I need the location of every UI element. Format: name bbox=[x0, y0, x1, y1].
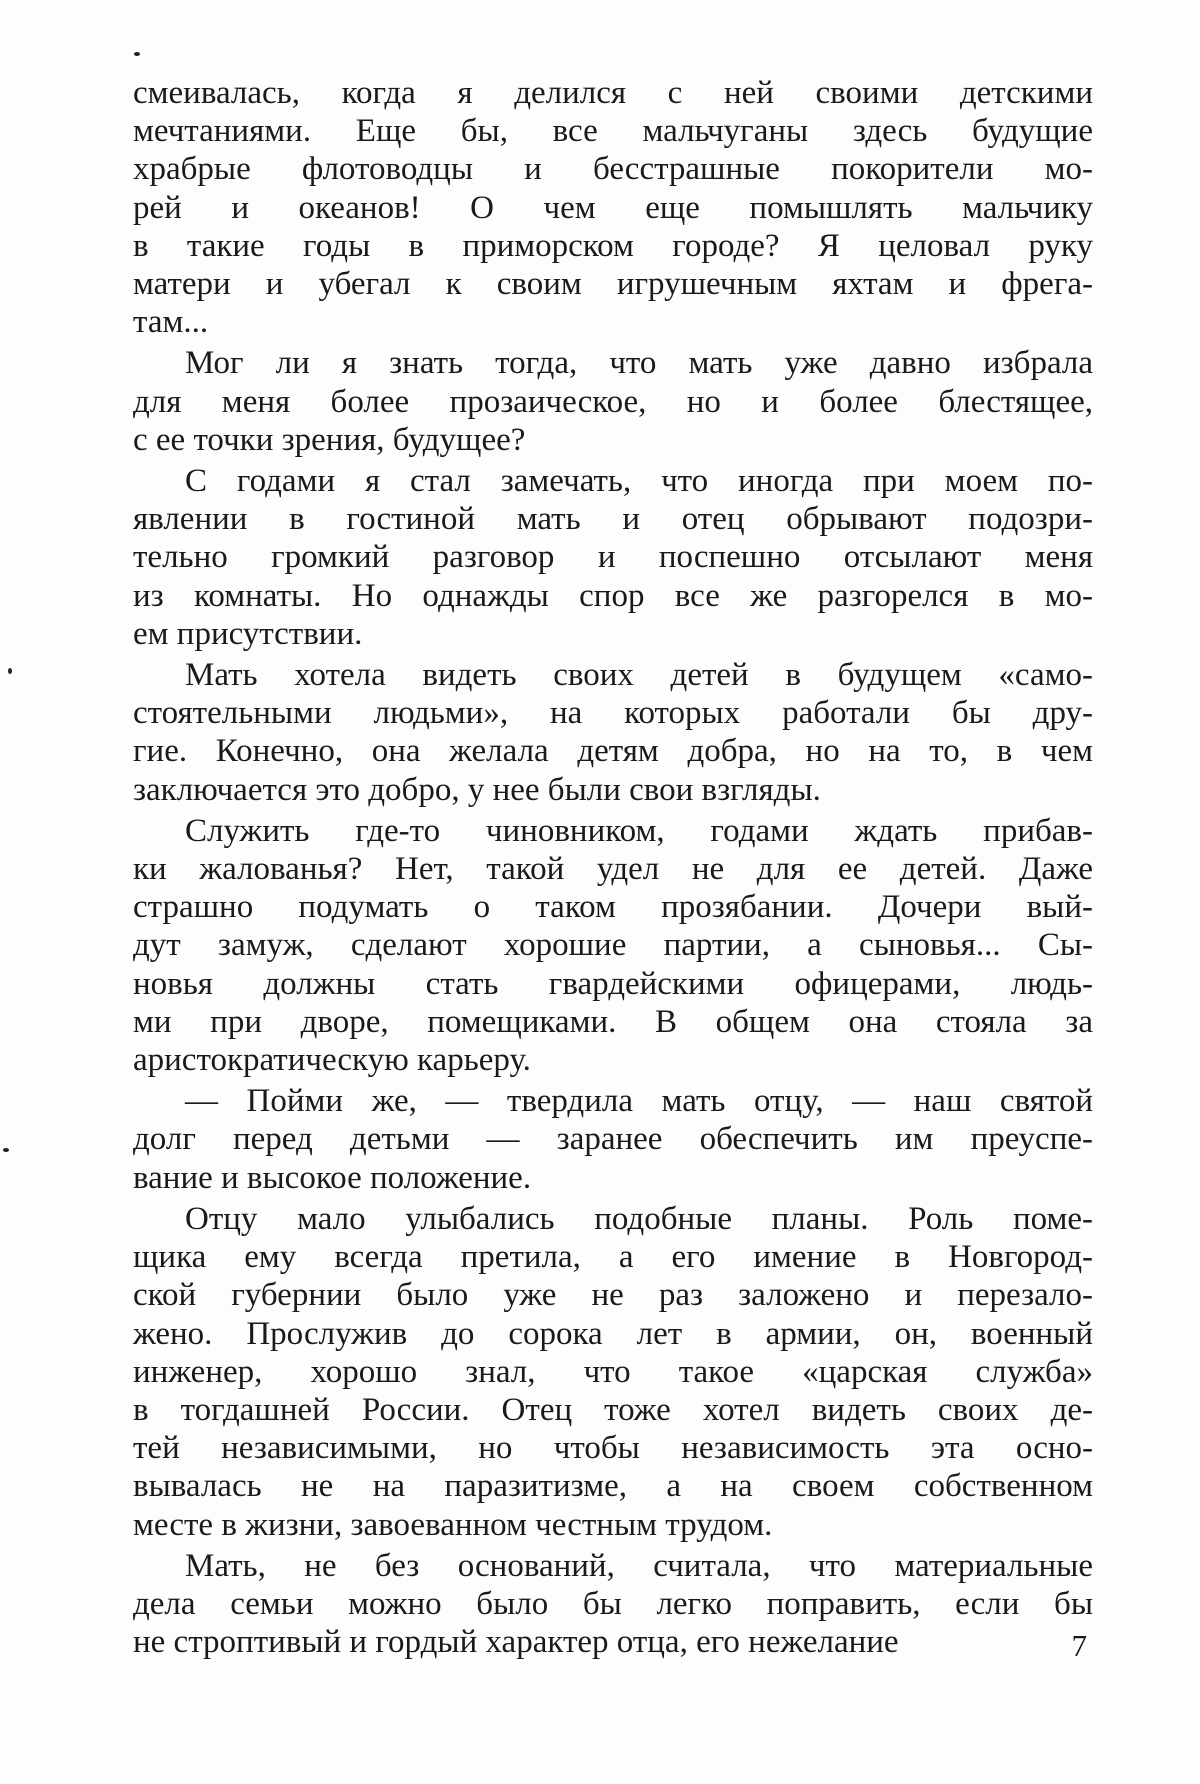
text-line: заключается это добро, у нее были свои взгляды. bbox=[133, 771, 821, 808]
text-line: гие. Конечно, она желала детям добра, но на то, в чем bbox=[133, 733, 1093, 770]
text-line: матери и убегал к своим игрушечным яхтам и фрега- bbox=[133, 266, 1093, 303]
paragraph bbox=[133, 1200, 1093, 1544]
text-line: новья должны стать гвардейскими офицерами, людь- bbox=[133, 965, 1093, 1002]
text-line: Отцу мало улыбались подобные планы. Роль поме- bbox=[185, 1200, 1093, 1237]
text-line: рей и океанов! О чем еще помышлять мальчику bbox=[133, 189, 1093, 226]
body-text bbox=[133, 74, 1093, 1664]
text-line: аристократическую карьеру. bbox=[133, 1042, 531, 1079]
paragraph bbox=[133, 1547, 1093, 1662]
text-line: с ее точки зрения, будущее? bbox=[133, 421, 526, 458]
text-line: Мать хотела видеть своих детей в будущем «само- bbox=[185, 657, 1093, 694]
text-line: там... bbox=[133, 304, 209, 341]
text-line: тельно громкий разговор и поспешно отсылают меня bbox=[133, 539, 1093, 576]
paragraph bbox=[133, 74, 1093, 341]
text-line: дут замуж, сделают хорошие партии, а сыновья... Сы- bbox=[133, 927, 1093, 964]
text-line: из комнаты. Но однажды спор все же разгорелся в мо- bbox=[133, 577, 1093, 614]
print-speck bbox=[8, 668, 12, 674]
text-line: вывалась не на паразитизме, а на своем собственном bbox=[133, 1468, 1093, 1505]
paragraph bbox=[133, 344, 1093, 459]
print-speck bbox=[3, 1148, 9, 1152]
text-line: ской губернии было уже не раз заложено и перезало- bbox=[133, 1277, 1093, 1314]
text-line: не строптивый и гордый характер отца, его нежелание bbox=[133, 1624, 899, 1661]
paragraph bbox=[133, 812, 1093, 1079]
paragraph bbox=[133, 1082, 1093, 1197]
text-line: вание и высокое положение. bbox=[133, 1159, 532, 1196]
text-line: в такие годы в приморском городе? Я целовал руку bbox=[133, 227, 1093, 264]
text-line: долг перед детьми — заранее обеспечить им преуспе- bbox=[133, 1121, 1093, 1158]
text-line: Мать, не без оснований, считала, что материальные bbox=[185, 1547, 1093, 1584]
paragraph bbox=[133, 462, 1093, 653]
text-line: в тогдашней России. Отец тоже хотел видеть своих де- bbox=[133, 1391, 1093, 1428]
text-line: — Пойми же, — твердила мать отцу, — наш святой bbox=[185, 1083, 1093, 1120]
text-line: тей независимыми, но чтобы независимость эта осно- bbox=[133, 1430, 1093, 1467]
text-line: дела семьи можно было бы легко поправить, если бы bbox=[133, 1585, 1093, 1622]
text-line: ем присутствии. bbox=[133, 615, 363, 652]
text-line: Служить где-то чиновником, годами ждать прибав- bbox=[185, 812, 1093, 849]
text-line: месте в жизни, завоеванном честным трудом. bbox=[133, 1506, 773, 1543]
text-line: храбрые флотоводцы и бесстрашные покорители мо- bbox=[133, 151, 1093, 188]
text-line: жено. Прослужив до сорока лет в армии, он, военный bbox=[133, 1315, 1093, 1352]
text-line: инженер, хорошо знал, что такое «царская служба» bbox=[133, 1353, 1093, 1390]
text-line: С годами я стал замечать, что иногда при моем по- bbox=[185, 463, 1093, 500]
text-line: страшно подумать о таком прозябании. Дочери вый- bbox=[133, 889, 1093, 926]
text-line: мечтаниями. Еще бы, все мальчуганы здесь будущие bbox=[133, 113, 1093, 150]
page-number: 7 bbox=[1071, 1628, 1087, 1663]
print-speck bbox=[134, 52, 140, 56]
text-line: ки жалованья? Нет, такой удел не для ее детей. Даже bbox=[133, 851, 1093, 888]
text-line: Мог ли я знать тогда, что мать уже давно избрала bbox=[185, 345, 1093, 382]
text-line: явлении в гостиной мать и отец обрывают подозри- bbox=[133, 501, 1093, 538]
text-line: стоятельными людьми», на которых работали бы дру- bbox=[133, 695, 1093, 732]
paragraph bbox=[133, 656, 1093, 809]
text-line: смеивалась, когда я делился с ней своими детскими bbox=[133, 75, 1093, 111]
text-line: щика ему всегда претила, а его имение в Новгород- bbox=[133, 1239, 1093, 1276]
text-line: для меня более прозаическое, но и более блестящее, bbox=[133, 383, 1093, 420]
text-line: ми при дворе, помещиками. В общем она стояла за bbox=[133, 1003, 1093, 1040]
